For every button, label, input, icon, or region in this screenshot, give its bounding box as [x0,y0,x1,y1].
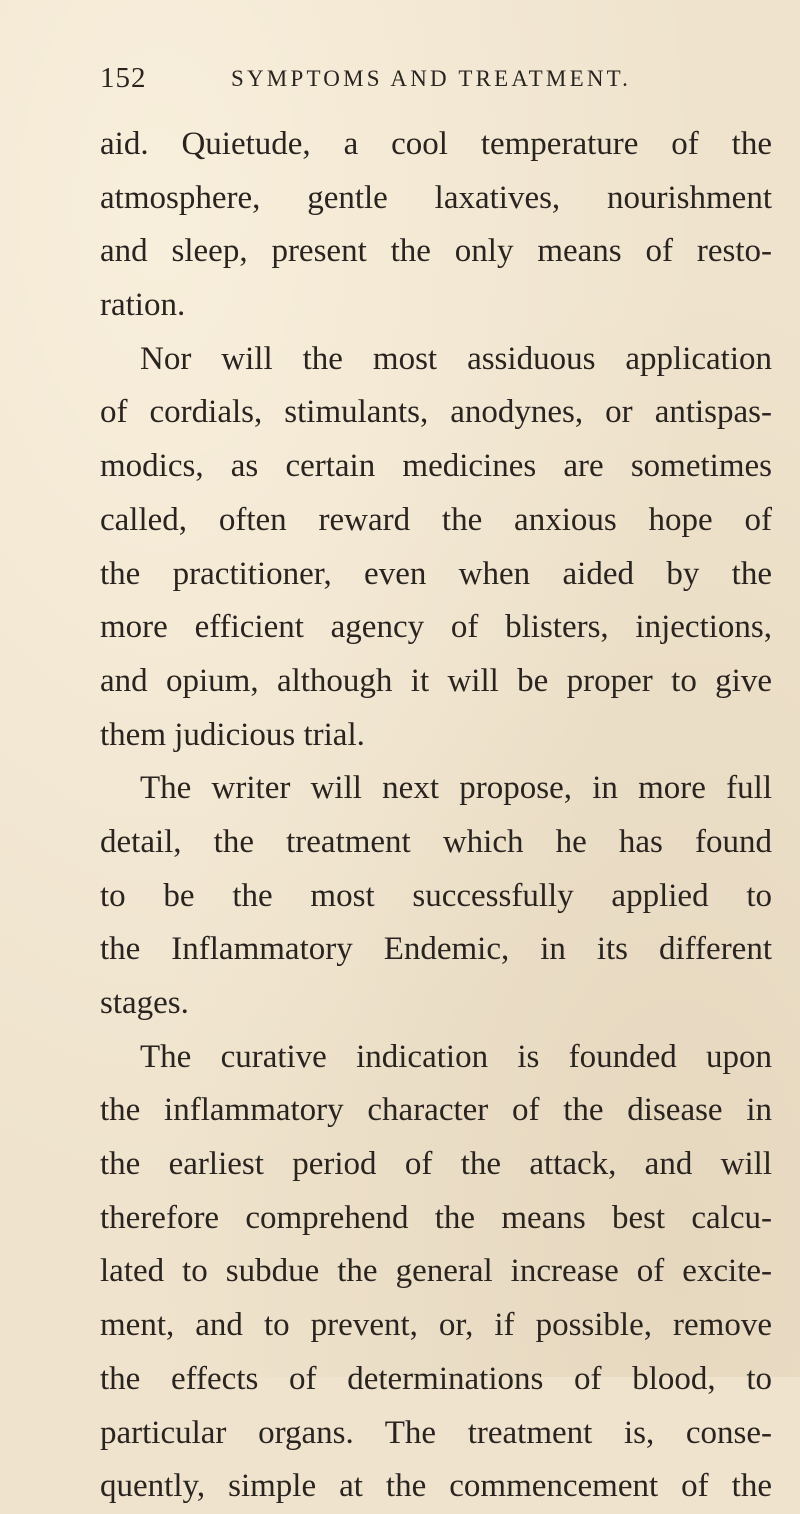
text-line: aid. Quietude, a cool temperature of the [100,126,772,162]
text-line: quently, simple at the commencement of the [100,1468,772,1505]
text-line: lated to subdue the general increase of excite- [100,1253,772,1290]
text-line: and opium, although it will be proper to give [100,662,772,699]
running-head [100,62,740,98]
text-line: the earliest period of the attack, and will [100,1146,772,1183]
text-line: more efficient agency of blisters, injections, [100,609,772,646]
text-line: the effects of determinations of blood, to [100,1360,772,1397]
text-line: of cordials, stimulants, anodynes, or antispas- [100,394,772,431]
text-line: particular organs. The treatment is, conse- [100,1414,772,1451]
text-line: modics, as certain medicines are sometimes [100,448,772,485]
text-line: detail, the treatment which he has found [100,823,772,860]
text-line: the practitioner, even when aided by the [100,555,772,592]
text-line: stages. [100,985,189,1021]
text-line: The writer will next propose, in more full [140,770,772,807]
text-line: atmosphere, gentle laxatives, nourishment [100,179,772,216]
text-line: them judicious trial. [100,716,365,753]
text-line: Nor will the most assiduous application [140,340,772,377]
text-line: the Inflammatory Endemic, in its different [100,931,772,968]
text-line: the inflammatory character of the disease in [100,1092,772,1129]
text-line: ration. [100,287,186,324]
text-line: and sleep, present the only means of resto- [100,233,772,270]
running-head-title: SYMPTOMS AND TREATMENT. [231,66,632,91]
text-line: The curative indication is founded upon [140,1038,772,1075]
text-line: therefore comprehend the means best calcu- [100,1199,772,1236]
text-line: ment, and to prevent, or, if possible, remove [100,1307,772,1344]
text-line: to be the most successfully applied to [100,877,772,914]
page-number: 152 [100,62,147,94]
body-text [100,118,772,1514]
text-line: called, often reward the anxious hope of [100,501,772,538]
